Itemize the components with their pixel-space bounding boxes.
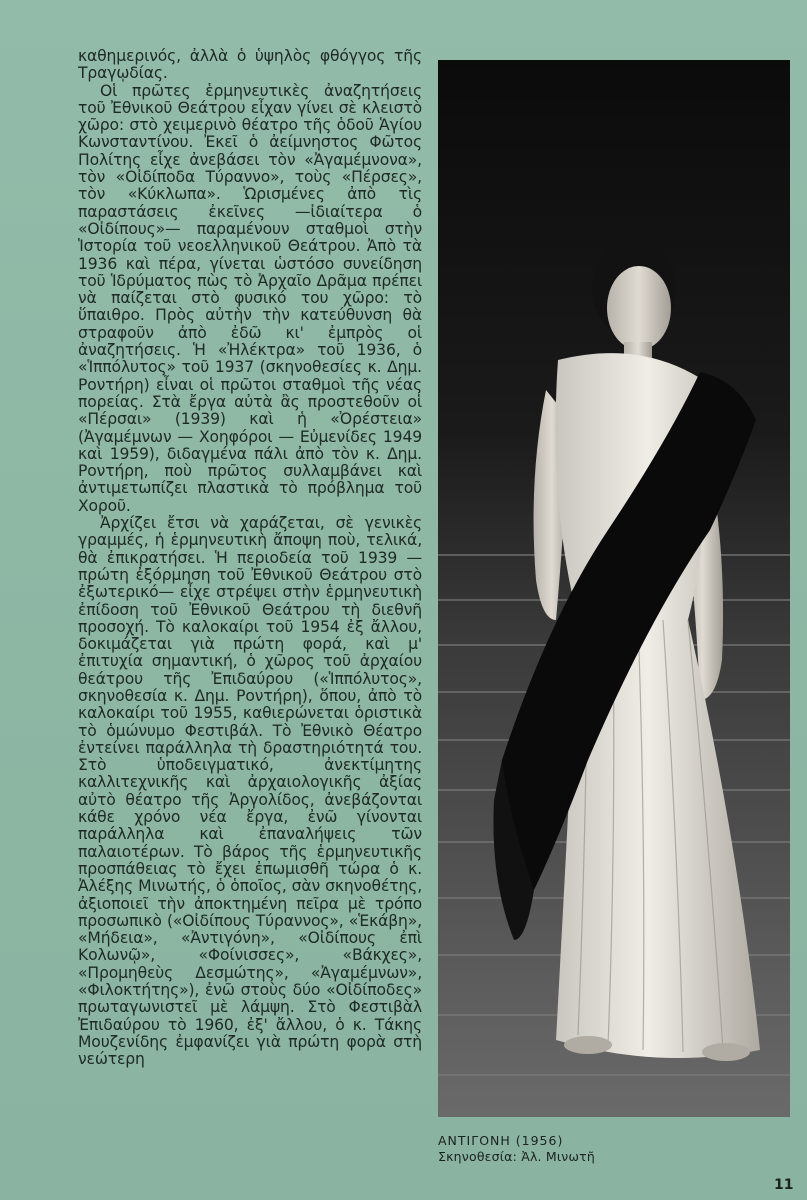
article-paragraph-1: καθημερινός, ἀλλὰ ὁ ὑψηλὸς φθόγγος τῆς Τραγῳδίας. xyxy=(78,47,422,83)
article-paragraph-2: Οἱ πρῶτες ἑρμηνευτικὲς ἀναζητήσεις τοῦ Ἐθνικοῦ Θεάτρου εἶχαν γίνει σὲ κλειστὸ χῶρο: στὸ χειμερινὸ θέατρο τῆς ὁδοῦ Ἁγίου Κωνσταντίνου. Ἐκεῖ ὁ ἀείμνηστος Φῶτος Πολίτης εἶχε ἀνεβάσει τὸν «Ἀγαμέμνονα», τὸν «Οἰδίποδα Τύραννο», τοὺς «Πέρσες», τὸν «Κύκλωπα». Ὡρισμένες ἀπὸ τὶς παραστάσεις ἐκεῖνες —ἰδιαίτερα ὁ «Οἰδίπους»— παραμένουν σταθμοὶ στὴν Ἱστορία τοῦ νεοελληνικοῦ Θεάτρου. Ἀπὸ τὰ 1936 καὶ πέρα, γίνεται ὡστόσο συνείδηση τοῦ Ἱδρύματος πὼς τὸ Ἀρχαῖο Δρᾶμα πρέπει νὰ παίζεται στὸ φυσικό του χῶρο: τὸ ὕπαιθρο. Πρὸς αὐτὴν τὴν κατεύθυνση θὰ στραφοῦν ἀπὸ ἐδῶ κι' ἐμπρὸς οἱ ἀναζητήσεις. Ἡ «Ἠλέκτρα» τοῦ 1936, ὁ «Ἱππόλυτος» τοῦ 1937 (σκηνοθεσίες κ. Δημ. Ροντήρη) εἶναι οἱ πρῶτοι σταθμοὶ τῆς νέας πορείας. Στὰ ἔργα αὐτὰ ἂς προστεθοῦν οἱ «Πέρσαι» (1939) καὶ ἡ «Ὀρέστεια» (Ἀγαμέμνων — Χοηφόροι — Εὐμενίδες 1949 καὶ 1959), διδαγμένα πάλι ἀπὸ τὸν κ. Δημ. Ροντήρη, ποὺ πρῶτος συλλαμβάνει καὶ ἀντιμετωπίζει πλαστικὰ τὸ πρόβλημα τοῦ Χοροῦ. xyxy=(78,81,422,515)
caption-credit: Σκηνοθεσία: Ἀλ. Μινωτῆ xyxy=(438,1149,596,1164)
photo-caption xyxy=(438,1133,778,1165)
antigone-photograph xyxy=(438,60,790,1117)
article-paragraph-3: Ἀρχίζει ἔτσι νὰ χαράζεται, σὲ γενικὲς γραμμές, ἡ ἑρμηνευτικὴ ἄποψη ποὺ, τελικά, θὰ ἐπικρατήσει. Ἡ περιοδεία τοῦ 1939 — πρώτη ἐξόρμηση τοῦ Ἐθνικοῦ Θεάτρου στὸ ἐξωτερικό— εἶχε στρέψει στὴν ἑρμηνευτικὴ ἐπίδοση τοῦ Ἐθνικοῦ Θεάτρου τὴ διεθνῆ προσοχή. Τὸ καλοκαίρι τοῦ 1954 ἐξ ἄλλου, δοκιμάζεται γιὰ πρώτη φορά, καὶ μ' ἐπιτυχία σημαντική, ὁ χῶρος τοῦ ἀρχαίου θεάτρου τῆς Ἐπιδαύρου («Ἱππόλυτος», σκηνοθεσία κ. Δημ. Ροντήρη), ὅπου, ἀπὸ τὸ καλοκαίρι τοῦ 1955, καθιερώνεται ὁριστικὰ τὸ ὁμώνυμο Φεστιβάλ. Τὸ Ἐθνικὸ Θέατρο ἐντείνει παράλληλα τὴ δραστηριότητά του. Στὸ ὑποδειγματικό, ἀνεκτίμητης καλλιτεχνικῆς καὶ ἀρχαιολογικῆς ἀξίας αὐτὸ θέατρο τῆς Ἀργολίδος, ἀνεβάζονται κάθε χρόνο νέα ἔργα, ἐνῶ γίνονται παράλληλα καὶ ἐπαναλήψεις τῶν παλαιοτέρων. Τὸ βάρος τῆς ἑρμηνευτικῆς προσπάθειας τὸ ἔχει ἐπωμισθῆ τώρα ὁ κ. Ἀλέξης Μινωτής, ὁ ὁποῖος, σὰν σκηνοθέτης, ἀξιοποιεῖ τὴν ἀποκτημένη πεῖρα μὲ τρόπο προσωπικὸ («Οἰδίπους Τύραννος», «Ἑκάβη», «Μήδεια», «Ἀντιγόνη», «Οἰδίπους ἐπὶ Κολωνῷ», «Φοίνισσες», «Βάκχες», «Προμηθεὺς Δεσμώτης», «Ἀγαμέμνων», «Φιλοκτήτης»), ἐνῶ στοὺς δύο «Οἰδίποδες» πρωταγωνιστεῖ μὲ λάμψη. Στὸ Φεστιβὰλ Ἐπιδαύρου τὸ 1960, ἐξ' ἄλλου, ὁ κ. Τάκης Μουζενίδης ἐμφανίζει γιὰ πρώτη φορὰ στὴ νεώτερη xyxy=(78,514,422,1069)
page-number: 11 xyxy=(774,1177,794,1193)
photo-illustration xyxy=(438,60,790,1117)
article-text-column xyxy=(78,48,422,1069)
caption-title: ΑΝΤΙΓΟΝΗ (1956) xyxy=(438,1133,564,1148)
